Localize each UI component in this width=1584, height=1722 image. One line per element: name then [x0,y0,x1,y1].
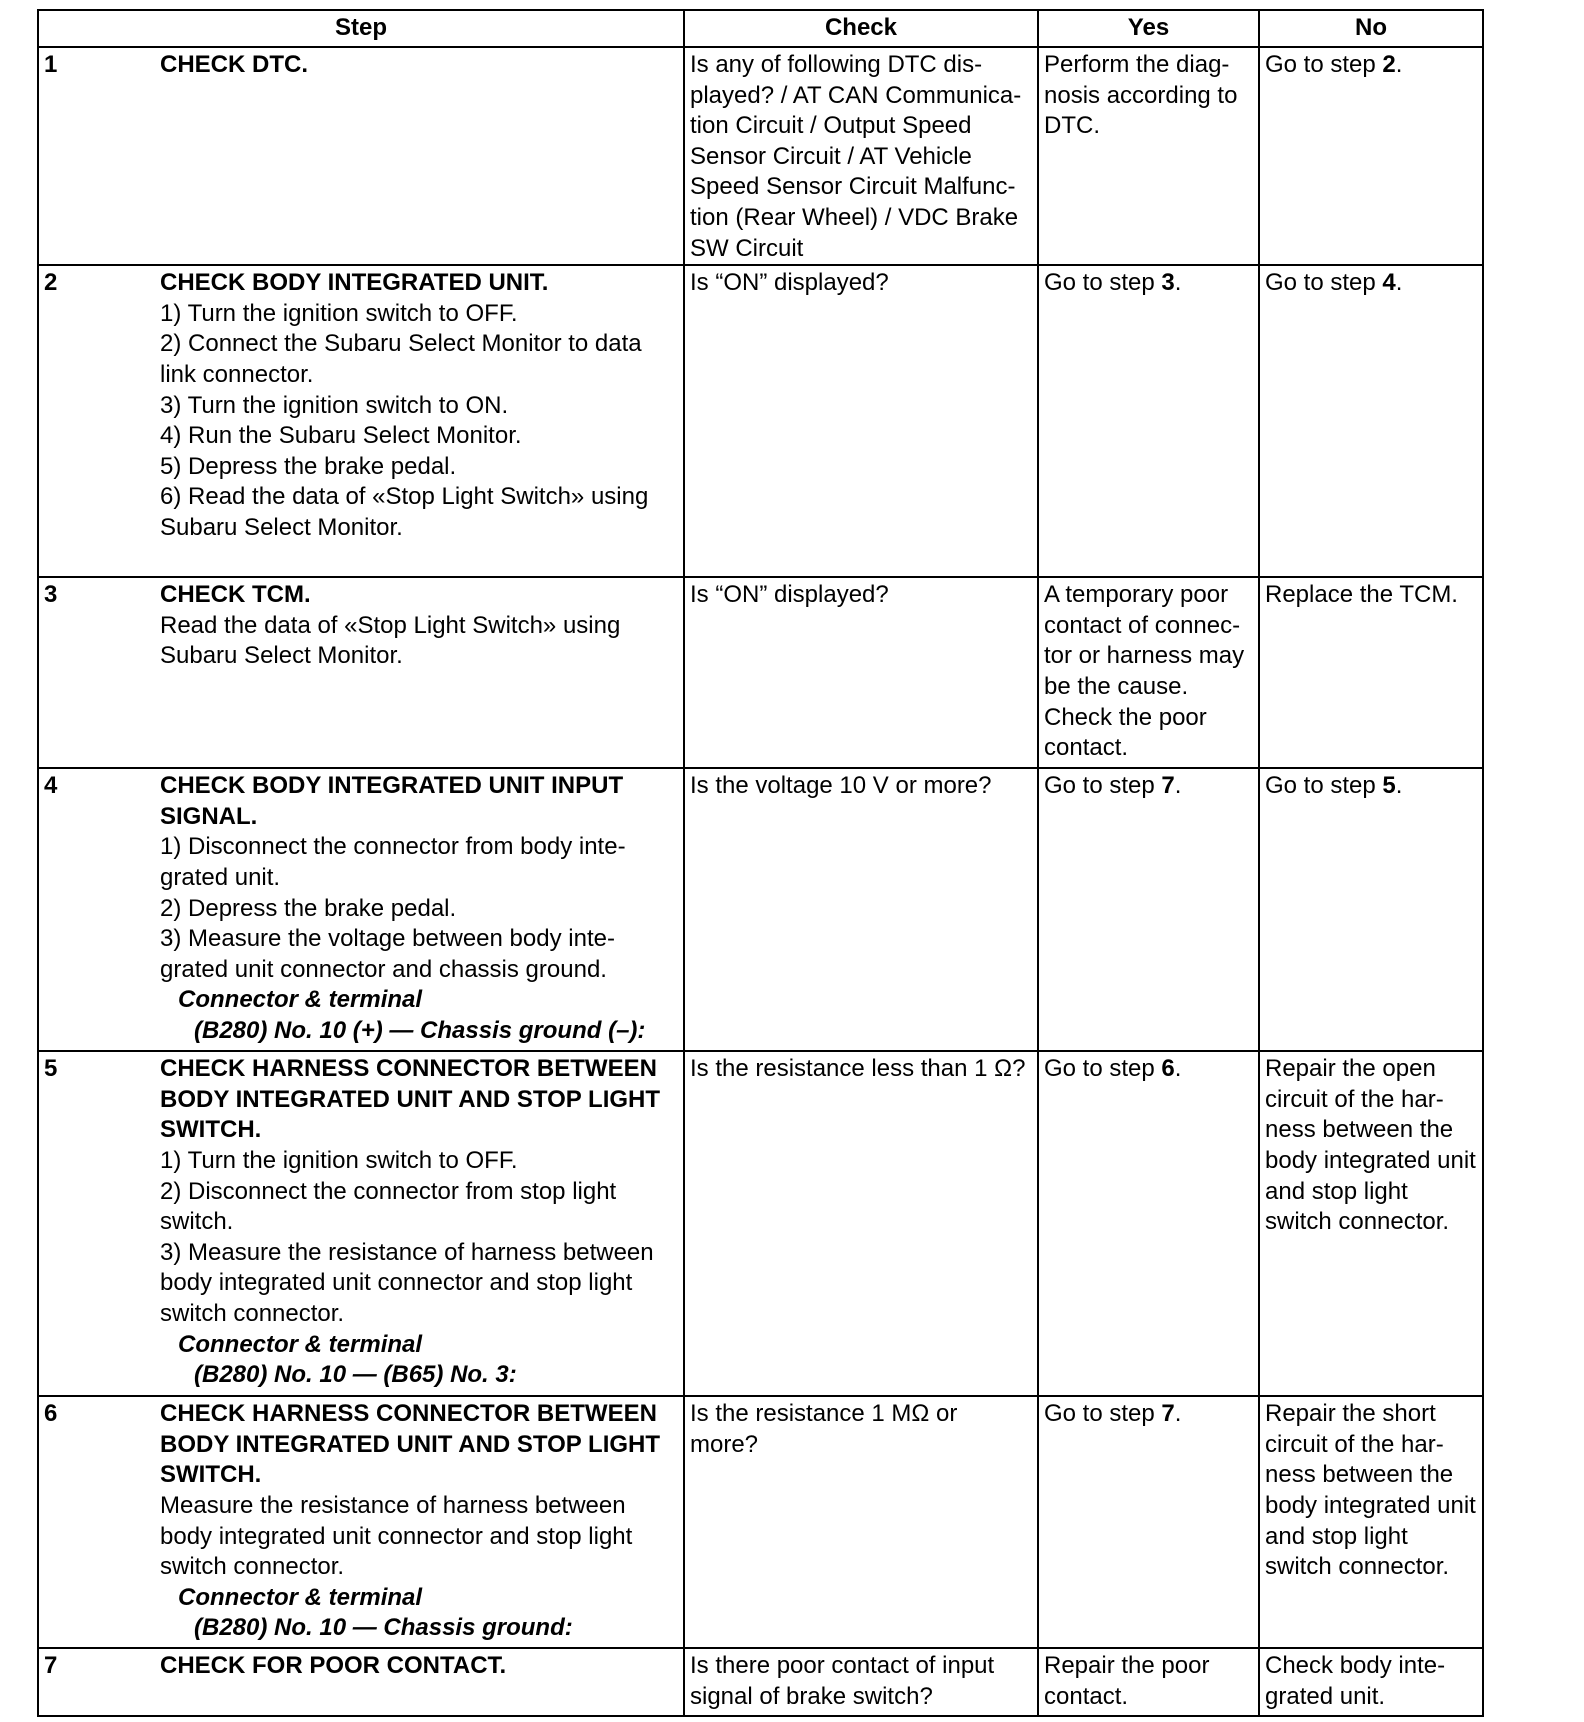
header-step: Step [38,10,684,47]
step-instruction: 3) Measure the voltage between body inte-grated unit connector and chassis ground. [160,925,615,983]
check-cell: Is “ON” displayed? [684,265,1038,577]
step-instruction: 3) Measure the resistance of harness between body integrated unit connector and stop light switch connector. [160,1238,654,1327]
no-text: Go to step [1265,772,1383,800]
step-number: 2 [44,269,58,297]
step-title: CHECK HARNESS CONNECTOR BETWEEN BODY INTEGRATED UNIT AND STOP LIGHT SWITCH. [160,1400,661,1489]
check-cell: Is any of following DTC dis-played? / AT CAN Communica-tion Circuit / Output Speed Sensor Circuit / AT Vehicle Speed Sensor Circuit Malfunc-tion (Rear Wheel) / VDC Brake SW Circuit [684,47,1038,265]
connector-terminal-label: Connector & terminal [178,986,423,1014]
connector-terminal-label: Connector & terminal [178,1583,423,1611]
yes-step-ref: 7 [1161,772,1175,800]
check-cell: Is the voltage 10 V or more? [684,768,1038,1051]
step-number: 3 [44,581,58,609]
no-cell [1259,768,1483,1051]
step-number: 1 [44,51,58,78]
diagnostic-procedure-table [37,9,1484,1717]
step-cell [38,265,684,577]
yes-suffix: . [1174,772,1182,800]
connector-terminal-value: (B280) No. 10 — Chassis ground: [194,1614,573,1642]
check-cell: Is “ON” displayed? [684,577,1038,768]
no-text: Go to step [1265,269,1383,297]
connector-terminal-value: (B280) No. 10 — (B65) No. 3: [194,1361,517,1389]
check-cell: Is the resistance 1 MΩ or more? [684,1396,1038,1648]
step-number: 4 [44,772,58,800]
step-instruction: 5) Depress the brake pedal. [160,452,457,480]
step-instruction: 1) Disconnect the connector from body inte-grated unit. [160,833,626,891]
yes-step-ref: 3 [1161,269,1175,297]
table-row [38,1051,1483,1396]
step-cell [38,1051,684,1396]
check-cell: Is the resistance less than 1 Ω? [684,1051,1038,1396]
step-instruction: Read the data of «Stop Light Switch» using Subaru Select Monitor. [160,611,621,670]
yes-cell [1038,768,1259,1051]
table-row [38,1396,1483,1648]
no-cell: Repair the short circuit of the har-ness between the body integrated unit and stop light switch connector. [1259,1396,1483,1648]
step-cell [38,768,684,1051]
no-cell: Replace the TCM. [1259,577,1483,768]
step-number: 5 [44,1055,58,1083]
header-row [38,10,1483,47]
step-instruction: 2) Disconnect the connector from stop light switch. [160,1177,617,1236]
table-row [38,577,1483,768]
yes-suffix: . [1174,1400,1182,1428]
yes-suffix: . [1174,1055,1182,1083]
step-title: CHECK DTC. [160,51,308,78]
step-number: 7 [44,1652,58,1680]
connector-terminal-label: Connector & terminal [178,1330,423,1358]
no-step-ref: 2 [1382,51,1396,78]
step-instruction: 2) Connect the Subaru Select Monitor to data link connector. [160,330,642,388]
step-cell [38,1396,684,1648]
step-title: CHECK BODY INTEGRATED UNIT INPUT SIGNAL. [160,772,624,830]
no-cell [1259,265,1483,577]
check-cell: Is there poor contact of input signal of brake switch? [684,1648,1038,1716]
header-no: No [1259,10,1483,47]
no-suffix: . [1395,269,1403,297]
step-instruction: 3) Turn the ignition switch to ON. [160,391,509,419]
yes-step-ref: 7 [1161,1400,1175,1428]
step-title: CHECK HARNESS CONNECTOR BETWEEN BODY INTEGRATED UNIT AND STOP LIGHT SWITCH. [160,1055,661,1144]
step-title: CHECK FOR POOR CONTACT. [160,1652,507,1680]
table-row [38,265,1483,577]
step-instruction: 4) Run the Subaru Select Monitor. [160,422,522,450]
yes-cell [1038,1396,1259,1648]
no-suffix: . [1395,772,1403,800]
yes-cell: Repair the poor contact. [1038,1648,1259,1716]
table-row [38,47,1483,265]
step-title: CHECK BODY INTEGRATED UNIT. [160,269,549,297]
yes-step-ref: 6 [1161,1055,1175,1083]
no-cell [1259,47,1483,265]
step-number: 6 [44,1400,58,1428]
yes-text: Go to step [1044,1055,1162,1083]
table-row [38,1648,1483,1716]
header-check: Check [684,10,1038,47]
step-instruction: 6) Read the data of «Stop Light Switch» using Subaru Select Monitor. [160,483,649,541]
step-cell [38,577,684,768]
yes-cell [1038,1051,1259,1396]
step-instruction: 2) Depress the brake pedal. [160,894,457,922]
step-cell [38,1648,684,1716]
no-text: Go to step [1265,51,1383,78]
yes-text: Go to step [1044,269,1162,297]
step-instruction: 1) Turn the ignition switch to OFF. [160,299,518,327]
no-step-ref: 5 [1382,772,1396,800]
step-instruction: Measure the resistance of harness between body integrated unit connector and stop light switch connector. [160,1491,633,1581]
no-cell: Check body inte-grated unit. [1259,1648,1483,1716]
yes-suffix: . [1174,269,1182,297]
step-title: CHECK TCM. [160,581,311,609]
yes-cell: Perform the diag-nosis according to DTC. [1038,47,1259,265]
yes-text: Go to step [1044,772,1162,800]
connector-terminal-value: (B280) No. 10 (+) — Chassis ground (–): [194,1016,646,1044]
no-suffix: . [1395,51,1403,78]
yes-text: Go to step [1044,1400,1162,1428]
no-cell: Repair the open circuit of the har-ness between the body integrated unit and stop light switch connector. [1259,1051,1483,1396]
table-row [38,768,1483,1051]
header-yes: Yes [1038,10,1259,47]
step-instruction: 1) Turn the ignition switch to OFF. [160,1146,518,1174]
yes-cell: A temporary poor contact of connec-tor or harness may be the cause. Check the poor contact. [1038,577,1259,768]
yes-cell [1038,265,1259,577]
no-step-ref: 4 [1382,269,1396,297]
step-cell [38,47,684,265]
